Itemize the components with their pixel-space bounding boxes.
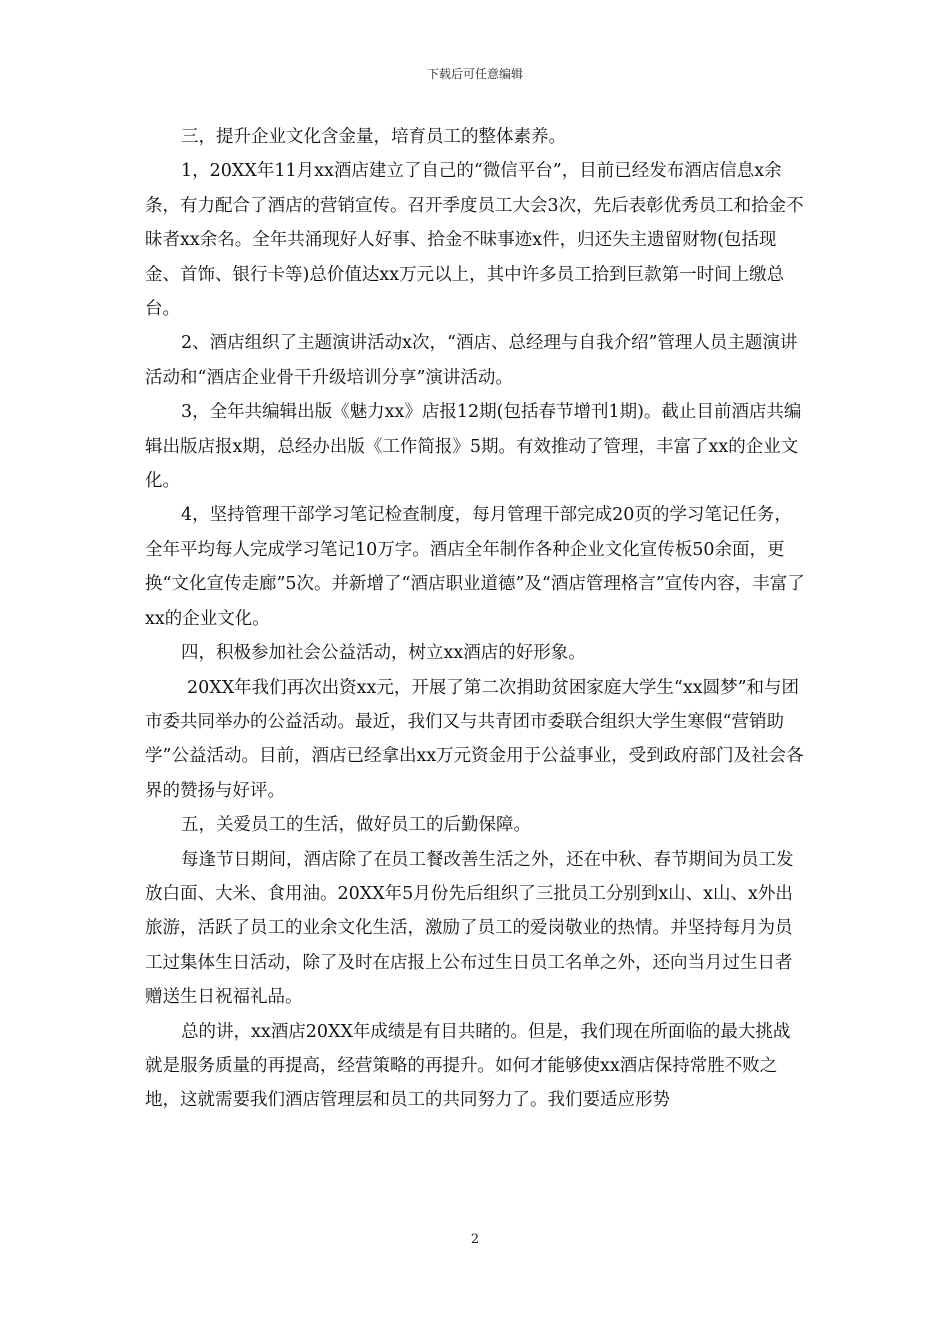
paragraph-item-3: 3，全年共编辑出版《魅力xx》店报12期(包括春节增刊1期)。截止目前酒店共编辑出版店报x期，总经办出版《工作简报》5期。有效推动了管理，丰富了xx的企业文化。 — [145, 402, 802, 492]
section-heading-4: 四，积极参加社会公益活动，树立xx酒店的好形象。 — [181, 643, 586, 664]
paragraph-employee-care: 每逢节日期间，酒店除了在员工餐改善生活之外，还在中秋、春节期间为员工发放白面、大米、食用油。20XX年5月份先后组织了三批员工分别到x山、x山、x外出旅游，活跃了员工的业余文化生活，激励了员工的爱岗敬业的热情。并坚持每月为员工过集体生日活动，除了及时在店报上公布过生日员工名单之外，还向当月过生日者赠送生日祝福礼品。 — [145, 849, 794, 1008]
paragraph-charity: 20XX年我们再次出资xx元，开展了第二次捐助贫困家庭大学生“xx圆梦”和与团市委共同举办的公益活动。最近，我们又与共青团市委联合组织大学生寒假“营销助学”公益活动。目前，酒店已经拿出xx万元资金用于公益事业，受到政府部门及社会各界的赞扬与好评。 — [145, 677, 804, 801]
paragraph-item-4: 4，坚持管理干部学习笔记检查制度，每月管理干部完成20页的学习笔记任务，全年平均每人完成学习笔记10万字。酒店全年制作各种企业文化宣传板50余面，更换“文化宣传走廊”5次。并新增了“酒店职业道德”及“酒店管理格言”宣传内容，丰富了xx的企业文化。 — [145, 505, 805, 629]
page-header: 下载后可任意编辑 — [426, 67, 523, 81]
paragraph-summary: 总的讲，xx酒店20XX年成绩是有目共睹的。但是，我们现在所面临的最大挑战就是服务质量的再提高，经营策略的再提升。如何才能够使xx酒店保持常胜不败之地，这就需要我们酒店管理层和员工的共同努力了。我们要适应形势 — [145, 1021, 791, 1111]
document-body — [145, 120, 805, 1118]
section-heading-5: 五，关爱员工的生活，做好员工的后勤保障。 — [181, 815, 531, 836]
paragraph-item-1: 1，20XX年11月xx酒店建立了自己的“微信平台”，目前已经发布酒店信息x余条，有力配合了酒店的营销宣传。召开季度员工大会3次，先后表彰优秀员工和拾金不昧者xx余名。全年共涌现好人好事、拾金不昧事迹x件，归还失主遗留财物(包括现金、首饰、银行卡等)总价值达xx万元以上，其中许多员工拾到巨款第一时间上缴总台。 — [145, 161, 804, 320]
section-heading-3: 三，提升企业文化含金量，培育员工的整体素养。 — [181, 127, 566, 147]
paragraph-item-2: 2、酒店组织了主题演讲活动x次，“酒店、总经理与自我介绍”管理人员主题演讲活动和“酒店企业骨干升级培训分享”演讲活动。 — [145, 333, 798, 388]
page-number: 2 — [470, 1232, 480, 1247]
